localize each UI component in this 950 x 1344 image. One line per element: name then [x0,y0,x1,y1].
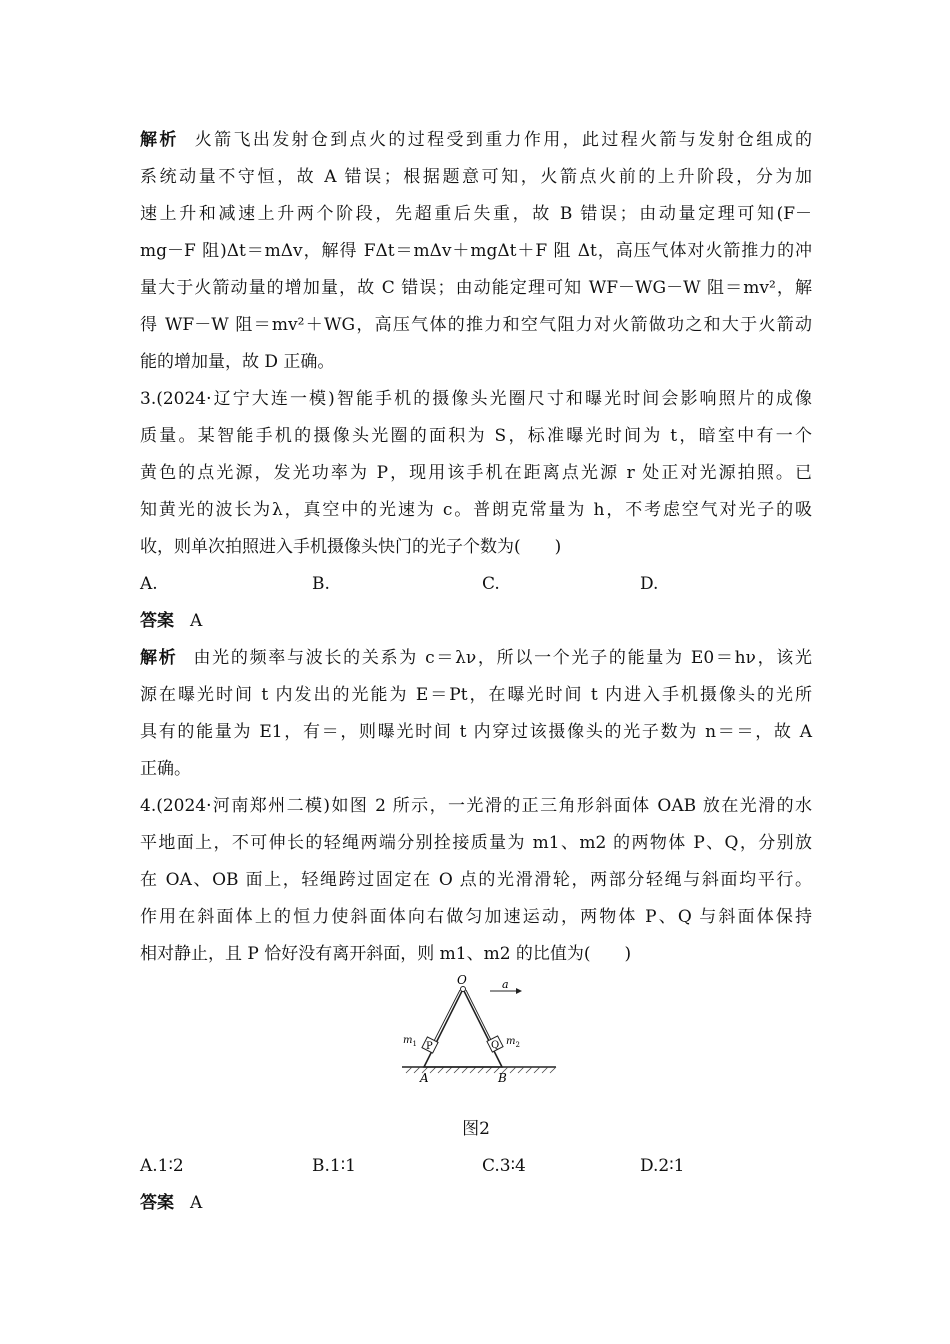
figure-caption: 图2 [462,1119,490,1139]
analysis1-line-3: 速上升和减速上升两个阶段，先超重后失重，故 B 错误；由动量定理可知(F－ [140,204,812,224]
q4-choice-b[interactable]: B.1∶1 [312,1156,356,1176]
analysis1-line-2: 系统动量不守恒，故 A 错误；根据题意可知，火箭点火前的上升阶段，分为加 [140,167,812,187]
label-point-b: B [498,1071,507,1085]
q3-analysis-line-4: 正确。 [140,759,191,779]
q4-answer-label: 答案 [140,1193,174,1213]
analysis1-line-6: 得 WF－W 阻＝mv²＋WG，高压气体的推力和空气阻力对火箭做功之和大于火箭动 [140,315,812,335]
arrow-head-icon [516,988,522,994]
q3-analysis-line-2: 源在曝光时间 t 内发出的光能为 E＝Pt，在曝光时间 t 内进入手机摄像头的光所 [140,685,812,705]
q4-line-1: 4.(2024·河南郑州二模)如图 2 所示，一光滑的正三角形斜面体 OAB 放在光滑的水 [140,796,812,816]
q4-line-3: 在 OA、OB 面上，轻绳跨过固定在 O 点的光滑滑轮，两部分轻绳与斜面均平行。 [140,870,812,890]
label-m2: $m_2$ [506,1036,520,1049]
analysis1-line-5: 量大于火箭动量的增加量，故 C 错误；由动能定理可知 WF－WG－W 阻＝mv²，解 [140,278,812,298]
q4-line-4: 作用在斜面体上的恒力使斜面体向右做匀加速运动，两物体 P、Q 与斜面体保持 [140,907,812,927]
q4-choice-c[interactable]: C.3∶4 [482,1156,526,1176]
q3-answer-label: 答案 [140,611,174,631]
label-a: a [502,978,509,991]
q3-answer [140,603,812,640]
q4-line-5: 相对静止，且 P 恰好没有离开斜面，则 m1、m2 的比值为( ) [140,944,632,964]
q4-answer [140,1185,812,1222]
q4-choice-a[interactable]: A.1∶2 [140,1156,184,1176]
q3-choice-b[interactable]: B. [312,574,330,594]
question-4 [140,788,812,1222]
q3-analysis-line-1: 解析 由光的频率与波长的关系为 c＝λν，所以一个光子的能量为 E0＝hν，该光 [140,648,812,668]
rope-left [434,990,460,1041]
q3-line-1: 3.(2024·辽宁大连一模)智能手机的摄像头光圈尺寸和曝光时间会影响照片的成像 [140,389,812,409]
q4-line-2: 平地面上，不可伸长的轻绳两端分别拴接质量为 m1、m2 的两物体 P、Q，分别放 [140,833,812,853]
incline-diagram [394,975,564,1095]
q3-choice-a[interactable]: A. [140,574,158,594]
q4-choices [140,1148,812,1185]
analysis-block-1 [140,122,812,381]
label-p: P [426,1041,433,1052]
analysis1-label: 解析 [140,130,179,150]
triangle-oab [424,989,502,1067]
q4-choice-d[interactable]: D.2∶1 [640,1156,685,1176]
rope-right [466,990,491,1040]
q3-analysis-label: 解析 [140,648,178,668]
analysis1-line-4: mg－F 阻)Δt＝mΔv，解得 FΔt＝mΔv＋mgΔt＋F 阻 Δt，高压气体对火箭推力的冲 [140,241,812,261]
q4-answer-value: A [190,1193,203,1213]
q3-answer-value: A [190,611,203,631]
q3-choice-d[interactable]: D. [640,574,659,594]
q3-line-3: 黄色的点光源，发光功率为 P，现用该手机在距离点光源 r 处正对光源拍照。已 [140,463,812,483]
question-3 [140,381,812,788]
label-point-a: A [420,1071,429,1085]
figure-2 [140,973,812,1101]
q3-choices [140,566,812,603]
analysis1-line-7: 能的增加量，故 D 正确。 [140,352,335,372]
pulley [461,987,466,992]
page-content [140,122,812,1222]
q3-line-5: 收，则单次拍照进入手机摄像头快门的光子个数为( ) [140,537,562,557]
q3-line-2: 质量。某智能手机的摄像头光圈的面积为 S，标准曝光时间为 t，暗室中有一个 [140,426,812,446]
label-o: O [457,975,467,987]
q3-line-4: 知黄光的波长为λ，真空中的光速为 c。普朗克常量为 h，不考虑空气对光子的吸 [140,500,812,520]
q3-analysis-line-3: 具有的能量为 E1，有＝，则曝光时间 t 内穿过该摄像头的光子数为 n＝＝，故 A [140,722,812,742]
q3-choice-c[interactable]: C. [482,574,500,594]
analysis1-line-1: 解析 火箭飞出发射仓到点火的过程受到重力作用，此过程火箭与发射仓组成的 [140,130,813,150]
label-m1: $m_1$ [403,1035,417,1048]
label-q: Q [491,1040,500,1051]
